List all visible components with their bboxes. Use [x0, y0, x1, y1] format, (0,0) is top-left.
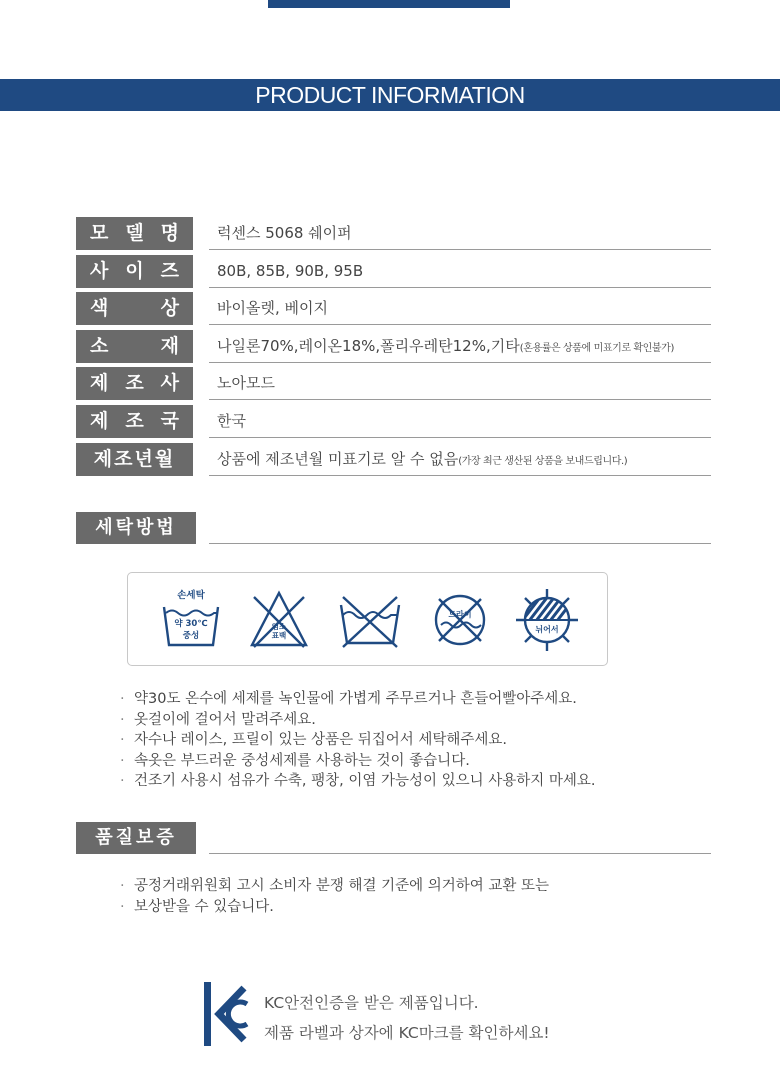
label-char: 명 [160, 222, 179, 244]
dry-flat-text: 뉘어서 [535, 625, 559, 634]
label-char: 소 [90, 334, 109, 357]
hand-wash-temp-text: 약 30℃ [174, 619, 208, 629]
list-item: · 공정거래위원회 고시 소비자 분쟁 해결 기준에 의거하여 교환 또는 [118, 876, 549, 897]
label-char: 조 [125, 372, 144, 395]
no-bleach-text-2: 표백 [271, 631, 287, 640]
kc-text-block [264, 988, 550, 1048]
care-symbols-box [127, 572, 608, 666]
spec-row-color [76, 292, 711, 325]
label-char: 국 [160, 409, 179, 432]
kc-line-1: KC안전인증을 받은 제품입니다. [264, 994, 479, 1012]
spec-value: 80B, 85B, 90B, 95B [209, 255, 711, 288]
hand-wash-detergent-text: 중성 [182, 631, 200, 641]
hand-wash-top-text: 손세탁 [177, 590, 205, 601]
spec-label [76, 405, 193, 438]
label-char: 조 [125, 409, 144, 432]
spec-label [76, 292, 193, 325]
list-item: · 자수나 레이스, 프릴이 있는 상품은 뒤집어서 세탁해주세요. [118, 730, 596, 751]
spec-label: 제조년월 [76, 443, 193, 476]
spec-row-material [76, 330, 711, 363]
no-tumble-dry-icon [425, 585, 495, 655]
label-char: 재 [160, 334, 179, 357]
no-tumble-dry-text: 드라이 [448, 610, 472, 619]
no-machine-wash-icon [335, 585, 405, 655]
label-char: 제 [90, 372, 109, 395]
spec-label [76, 217, 193, 250]
kc-mark-icon [203, 982, 249, 1046]
spec-label [76, 367, 193, 400]
list-item: · 옷걸이에 걸어서 말려주세요. [118, 710, 596, 731]
washing-notes-list [118, 689, 596, 792]
spec-value: 럭센스 5068 쉐이퍼 [209, 217, 711, 250]
quality-section-header [76, 822, 711, 854]
washing-heading: 세탁방법 [76, 512, 196, 544]
label-char: 사 [160, 372, 179, 395]
product-info-banner [0, 79, 780, 111]
label-char: 색 [90, 297, 109, 320]
spec-row-size [76, 255, 711, 288]
spec-value: 노아모드 [209, 367, 711, 400]
label-char: 사 [90, 259, 109, 282]
label-char: 델 [125, 222, 144, 244]
section-divider [209, 543, 711, 544]
spec-value: 바이올렛, 베이지 [209, 292, 711, 325]
quality-heading: 품질보증 [76, 822, 196, 854]
spec-value: 상품에 제조년월 미표기로 알 수 없음(가장 최근 생산된 상품을 보내드립니다.) [209, 443, 711, 476]
banner-title: PRODUCT INFORMATION [255, 82, 525, 108]
list-item-continuation: · 보상받을 수 있습니다. [118, 897, 549, 918]
spec-row-manufacturer [76, 367, 711, 400]
list-item: · 약30도 온수에 세제를 녹인물에 가볍게 주무르거나 흔들어빨아주세요. [118, 689, 596, 710]
kc-line-2: 제품 라벨과 상자에 KC마크를 확인하세요! [264, 1024, 550, 1042]
label-char: 상 [160, 297, 179, 320]
list-item: · 속옷은 부드러운 중성세제를 사용하는 것이 좋습니다. [118, 751, 596, 772]
spec-value: 나일론70%,레이온18%,폴리우레탄12%,기타(혼용률은 상품에 미표기로 확인불가) [209, 330, 711, 363]
spec-table [76, 217, 711, 480]
spec-row-model [76, 217, 711, 250]
spec-label [76, 255, 193, 288]
spec-label [76, 330, 193, 363]
section-divider [209, 853, 711, 854]
label-char: 즈 [160, 259, 179, 282]
no-bleach-icon [244, 585, 314, 655]
label-char: 모 [90, 222, 109, 244]
label-char: 이 [125, 259, 144, 282]
list-item: · 건조기 사용시 섬유가 수축, 팽창, 이염 가능성이 있으니 사용하지 마세요. [118, 771, 596, 792]
hand-wash-icon [156, 585, 226, 655]
spec-row-manufacture-date [76, 443, 711, 476]
dry-flat-shade-icon [512, 585, 582, 655]
washing-section-header [76, 512, 711, 544]
top-tab-decoration [268, 0, 510, 8]
no-bleach-text-1: 염소 [271, 622, 287, 631]
quality-notes-list [118, 876, 549, 917]
spec-row-country [76, 405, 711, 438]
spec-value: 한국 [209, 405, 711, 438]
label-char: 제 [90, 409, 109, 432]
